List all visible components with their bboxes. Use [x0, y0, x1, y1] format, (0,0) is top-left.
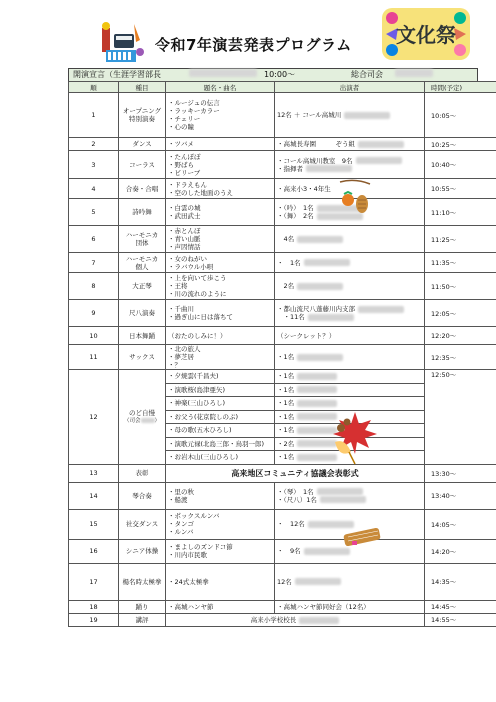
name-redacted: [297, 373, 337, 380]
autumn-leaves-icon: [325, 408, 385, 468]
row-time: 11:25～: [425, 226, 496, 253]
performer-text: ・（尺八）1名: [277, 495, 317, 504]
performer-line: [277, 332, 422, 340]
title-line: ・演歌桜(島津亜矢): [168, 385, 226, 394]
performer-line: [277, 111, 422, 119]
row-titles: [166, 370, 275, 384]
row-number: 19: [69, 613, 119, 626]
title-line: ・24式太極拳: [168, 577, 209, 586]
row-performers: [275, 226, 425, 253]
category-line: オープニング: [122, 107, 162, 115]
row-titles: [166, 600, 275, 613]
title-line: ・チェリー: [168, 115, 201, 123]
performer-text: ・1名: [277, 372, 295, 381]
title-line: ・心の瞳: [168, 123, 194, 131]
performer-line: [277, 488, 422, 496]
row-category: [119, 151, 166, 179]
performer-text: ・11名: [277, 313, 305, 321]
title-line: ・夕焼雲(千昌夫): [168, 372, 219, 381]
title-line: ・高城ハンヤ節: [168, 602, 214, 611]
row-performers: [275, 600, 425, 613]
table-row: [69, 509, 496, 539]
table-row: [69, 253, 496, 273]
category-line: サックス: [129, 353, 155, 361]
opening-time: 10:00～: [264, 70, 296, 79]
row-time: 13:40～: [425, 482, 496, 509]
title-line: ・ビリーブ: [168, 168, 201, 177]
performer-text: ・指揮者: [277, 164, 303, 173]
row-number: 3: [69, 151, 119, 179]
row-titles: [166, 300, 275, 327]
performer-text: ・1名: [277, 453, 295, 462]
row-time: 10:25～: [425, 138, 496, 151]
table-row: [69, 370, 496, 384]
name-redacted: [297, 400, 337, 407]
name-redacted: [308, 314, 354, 321]
title-line: ・王将: [168, 282, 188, 290]
category-line: 踊り: [135, 602, 149, 611]
row-titles: [166, 138, 275, 151]
performer-line: [277, 603, 422, 611]
category-line: 楊名時太極拳: [122, 577, 162, 586]
row-category: [119, 482, 166, 509]
program-table: [68, 81, 496, 627]
row-performers: [275, 93, 425, 138]
row-category: [119, 273, 166, 300]
row-number: 12: [69, 370, 119, 465]
table-row: [69, 327, 496, 345]
title-line: ・川内市民歌: [168, 551, 207, 559]
category-line: のど自慢: [129, 408, 155, 417]
name-redacted: [299, 617, 339, 624]
category-line: 特別演奏: [129, 115, 155, 123]
table-row: [69, 151, 496, 179]
title-line: ・青い山脈: [168, 235, 201, 243]
title-line: ・タンゴ: [168, 520, 194, 528]
row-number: 2: [69, 138, 119, 151]
name-redacted: [297, 386, 337, 393]
title-line: ・川の流れのように: [168, 290, 227, 298]
title-line: ・北の旅人: [168, 345, 201, 353]
row-number: 14: [69, 482, 119, 509]
category-sub-text: （司会: [123, 417, 141, 424]
table-header: [69, 82, 496, 93]
row-special: 高来地区コミュニティ協議会表彰式: [166, 464, 425, 482]
table-row: [69, 600, 496, 613]
col-title: 題名・曲名: [166, 82, 275, 93]
row-number: 17: [69, 563, 119, 600]
row-category: [119, 179, 166, 199]
row-titles: [166, 273, 275, 300]
performer-line: [277, 578, 422, 586]
row-time: 12:20～: [425, 327, 496, 345]
title-line: ・お岩木山(三山ひろし): [168, 453, 239, 462]
row-category: [119, 93, 166, 138]
row-titles: [166, 410, 275, 424]
title-line: ・ドラえもん: [168, 180, 207, 189]
category-line: 個人: [135, 262, 149, 271]
page-title: 令和7年演芸発表プログラム: [155, 36, 352, 54]
name-redacted: [304, 259, 350, 266]
row-category: [119, 613, 166, 626]
row-category: [119, 345, 166, 370]
table-row: [69, 345, 496, 370]
title-line: ・母の歌(五木ひろし): [168, 426, 232, 435]
row-time: 12:05～: [425, 300, 496, 327]
row-time: 11:35～: [425, 253, 496, 273]
category-line: コーラス: [129, 160, 155, 169]
category-line: 日本舞踊: [129, 331, 155, 340]
table-row: [69, 273, 496, 300]
performer-text: ・（琴） 1名: [277, 487, 314, 496]
title-line: ・神楽(三山ひろし): [168, 399, 226, 408]
title-line: ・上を向いて歩こう: [168, 274, 227, 282]
col-performer: 出演者: [275, 82, 425, 93]
row-category: [119, 464, 166, 482]
performer-text: （シークレット？）: [277, 331, 336, 340]
title-line: ・夢芝居: [168, 353, 194, 361]
row-performers: [275, 253, 425, 273]
title-line: ・まよしのズンドコ節: [168, 543, 233, 551]
performer-line: [277, 313, 422, 321]
row-time: 14:20～: [425, 539, 496, 563]
table-row: [69, 226, 496, 253]
row-titles: [166, 226, 275, 253]
row-performers: [275, 383, 425, 397]
name-redacted: [356, 157, 402, 164]
performer-text: 12名: [277, 577, 292, 586]
row-time: 10:55～: [425, 179, 496, 199]
row-performers: [275, 345, 425, 370]
row-titles: [166, 179, 275, 199]
performer-text: 4名: [277, 235, 295, 243]
row-number: 11: [69, 345, 119, 370]
row-performers: [275, 138, 425, 151]
row-performers: [275, 370, 425, 384]
category-line: 講評: [135, 615, 149, 624]
table-row: [69, 613, 496, 626]
name-redacted: [358, 306, 404, 313]
row-titles: [166, 151, 275, 179]
row-number: 9: [69, 300, 119, 327]
title-line: ・ツバメ: [168, 140, 194, 148]
row-category: [119, 539, 166, 563]
performer-line: [277, 305, 422, 313]
title-line: ・過ぎ山に日は落ちて: [168, 313, 233, 321]
title-line: ・ルージュの伝言: [168, 99, 220, 107]
mc-redacted: [141, 418, 155, 423]
performer-line: [277, 165, 422, 173]
name-redacted: [297, 354, 343, 361]
performer-text: ・1名: [277, 385, 295, 394]
title-line: ・里の秋: [168, 487, 194, 496]
performer-text: ・1名: [277, 412, 295, 421]
row-category: [119, 509, 166, 539]
title-line: （おたのしみに！）: [168, 331, 227, 340]
row-number: 6: [69, 226, 119, 253]
table-row: [69, 563, 496, 600]
table-row: [69, 93, 496, 138]
row-titles: [166, 509, 275, 539]
row-special: 高来小学校校長: [166, 613, 425, 626]
title-line: ・ラッキーカラー: [168, 107, 220, 115]
title-line: ・野ばら: [168, 160, 194, 169]
instruments-illustration: [100, 20, 146, 66]
row-category: [119, 563, 166, 600]
row-number: 13: [69, 464, 119, 482]
performer-text: ・1名: [277, 353, 295, 361]
category-line: 表彰: [135, 469, 149, 477]
title-line: ・ルンバ: [168, 528, 194, 536]
row-time: 13:30～: [425, 464, 496, 482]
title-line: ・お父う(花京院しのぶ): [168, 412, 239, 421]
performer-text: ・2名: [277, 439, 295, 448]
table-row: [69, 179, 496, 199]
row-category: [119, 199, 166, 226]
performer-text: ・都山流尺八蓬藤川内支部: [277, 305, 355, 313]
category-line: 社交ダンス: [125, 520, 159, 528]
row-titles: [166, 482, 275, 509]
row-titles: [166, 424, 275, 438]
title-line: ・武田武士: [168, 212, 201, 220]
row-time: 14:05～: [425, 509, 496, 539]
category-line: 尺八演奏: [129, 309, 155, 317]
category-line: 琴合奏: [132, 491, 152, 500]
performer-text: ・ 12名: [277, 520, 305, 528]
row-titles: [166, 199, 275, 226]
performer-text: ・高城長寿園 ぞう組: [277, 140, 355, 148]
row-number: 8: [69, 273, 119, 300]
performer-line: [277, 386, 422, 394]
title-line: ・女のねがい: [168, 254, 207, 263]
row-titles: [166, 451, 275, 465]
table-row: [69, 539, 496, 563]
opening-bar: [68, 68, 478, 82]
row-category: [119, 600, 166, 613]
title-line: ・？: [168, 361, 181, 369]
title-line: ・赤とんぼ: [168, 227, 201, 235]
row-category: [119, 300, 166, 327]
category-line: ハーモニカ: [125, 231, 159, 239]
row-titles: [166, 327, 275, 345]
title-line: ・ラバウル小唄: [168, 262, 214, 271]
row-number: 4: [69, 179, 119, 199]
row-time: 11:10～: [425, 199, 496, 226]
row-performers: [275, 300, 425, 327]
koto-icon: [342, 523, 382, 549]
row-category: [119, 327, 166, 345]
title-line: ・千曲川: [168, 305, 194, 313]
category-line: 大正琴: [132, 282, 152, 290]
row-time: 11:50～: [425, 273, 496, 300]
row-number: 1: [69, 93, 119, 138]
opening-label: 開演宣言（生涯学習部長: [73, 70, 161, 79]
title-line: ・たんぽぽ: [168, 152, 201, 161]
performer-text: ・高城ハンヤ節同好会（12名）: [277, 602, 370, 611]
performer-text: ・1名: [277, 399, 295, 408]
row-performers: [275, 327, 425, 345]
row-performers: [275, 482, 425, 509]
row-time: 10:40～: [425, 151, 496, 179]
row-number: 7: [69, 253, 119, 273]
row-titles: [166, 253, 275, 273]
performer-text: 12名 ＋ コール高城川: [277, 111, 342, 119]
col-no: 順: [69, 82, 119, 93]
name-redacted: [317, 488, 363, 495]
table-row: [69, 464, 496, 482]
performer-text: ・1名: [277, 426, 295, 435]
row-titles: [166, 539, 275, 563]
row-performers: [275, 563, 425, 600]
row-time: 12:35～: [425, 345, 496, 370]
category-line: 詩吟舞: [132, 208, 152, 216]
col-time: 時間(予定): [425, 82, 496, 93]
row-time: 12:50～: [425, 370, 496, 465]
performer-text: ・（吟） 1名: [277, 204, 314, 212]
row-titles: [166, 563, 275, 600]
name-redacted: [297, 236, 343, 243]
name-redacted: [344, 112, 390, 119]
name-redacted: [306, 165, 352, 172]
performer-line: [277, 353, 422, 361]
category-sub: （司会 ）: [123, 417, 161, 424]
row-performers: [275, 273, 425, 300]
culture-festival-logo: [378, 4, 474, 64]
row-time: 14:35～: [425, 563, 496, 600]
row-category: [119, 370, 166, 465]
title-line: ・演歌元禄(北島三郎・鳥羽一郎): [168, 439, 265, 448]
row-titles: [166, 383, 275, 397]
performer-text: ・ 1名: [277, 258, 301, 267]
category-line: シニア体操: [125, 547, 159, 555]
name-redacted: [358, 141, 404, 148]
performer-line: [277, 157, 422, 165]
performer-line: [277, 140, 422, 148]
header: [0, 0, 496, 68]
row-time: 10:05～: [425, 93, 496, 138]
performer-text: ・（舞） 2名: [277, 212, 314, 220]
row-titles: [166, 437, 275, 451]
row-number: 15: [69, 509, 119, 539]
row-category: [119, 226, 166, 253]
title-line: ・白雲の城: [168, 204, 201, 212]
logo-text: 文化祭: [396, 23, 456, 47]
title-line: ・空のした地面のうえ: [168, 188, 233, 197]
row-time: 14:55～: [425, 613, 496, 626]
performer-text: ・高来小3・4年生: [277, 184, 331, 193]
row-number: 10: [69, 327, 119, 345]
category-line: 合奏・合唱: [125, 184, 159, 193]
name-redacted: [320, 496, 366, 503]
performer-line: [277, 399, 422, 407]
row-number: 16: [69, 539, 119, 563]
title-line: ・船渡: [168, 495, 188, 504]
performer-line: [277, 496, 422, 504]
performer-text: ・コール高城川教室 9名: [277, 156, 353, 165]
row-performers: [275, 151, 425, 179]
mc-label: 総合司会: [351, 70, 383, 79]
row-titles: [166, 93, 275, 138]
performer-text: 2名: [277, 282, 295, 290]
row-number: 18: [69, 600, 119, 613]
table-row: [69, 138, 496, 151]
performer-line: [277, 259, 422, 267]
performer-line: [277, 235, 422, 243]
performer-line: [277, 372, 422, 380]
title-line: ・ボックスルンバ: [168, 512, 220, 520]
title-line: ・声因情話: [168, 243, 201, 251]
row-time: 14:45～: [425, 600, 496, 613]
performer-line: [277, 282, 422, 290]
row-category: [119, 138, 166, 151]
col-category: 種目: [119, 82, 166, 93]
table-row: [69, 482, 496, 509]
row-titles: [166, 345, 275, 370]
category-line: ダンス: [132, 140, 152, 148]
row-titles: [166, 397, 275, 411]
category-line: ハーモニカ: [125, 254, 159, 263]
persimmon-icon: [338, 176, 372, 216]
row-number: 5: [69, 199, 119, 226]
row-category: [119, 253, 166, 273]
table-row: [69, 300, 496, 327]
performer-text: ・ 9名: [277, 547, 301, 555]
name-redacted: [295, 578, 341, 585]
name-redacted: [297, 283, 343, 290]
category-line: 団体: [135, 239, 149, 247]
table-row: [69, 199, 496, 226]
